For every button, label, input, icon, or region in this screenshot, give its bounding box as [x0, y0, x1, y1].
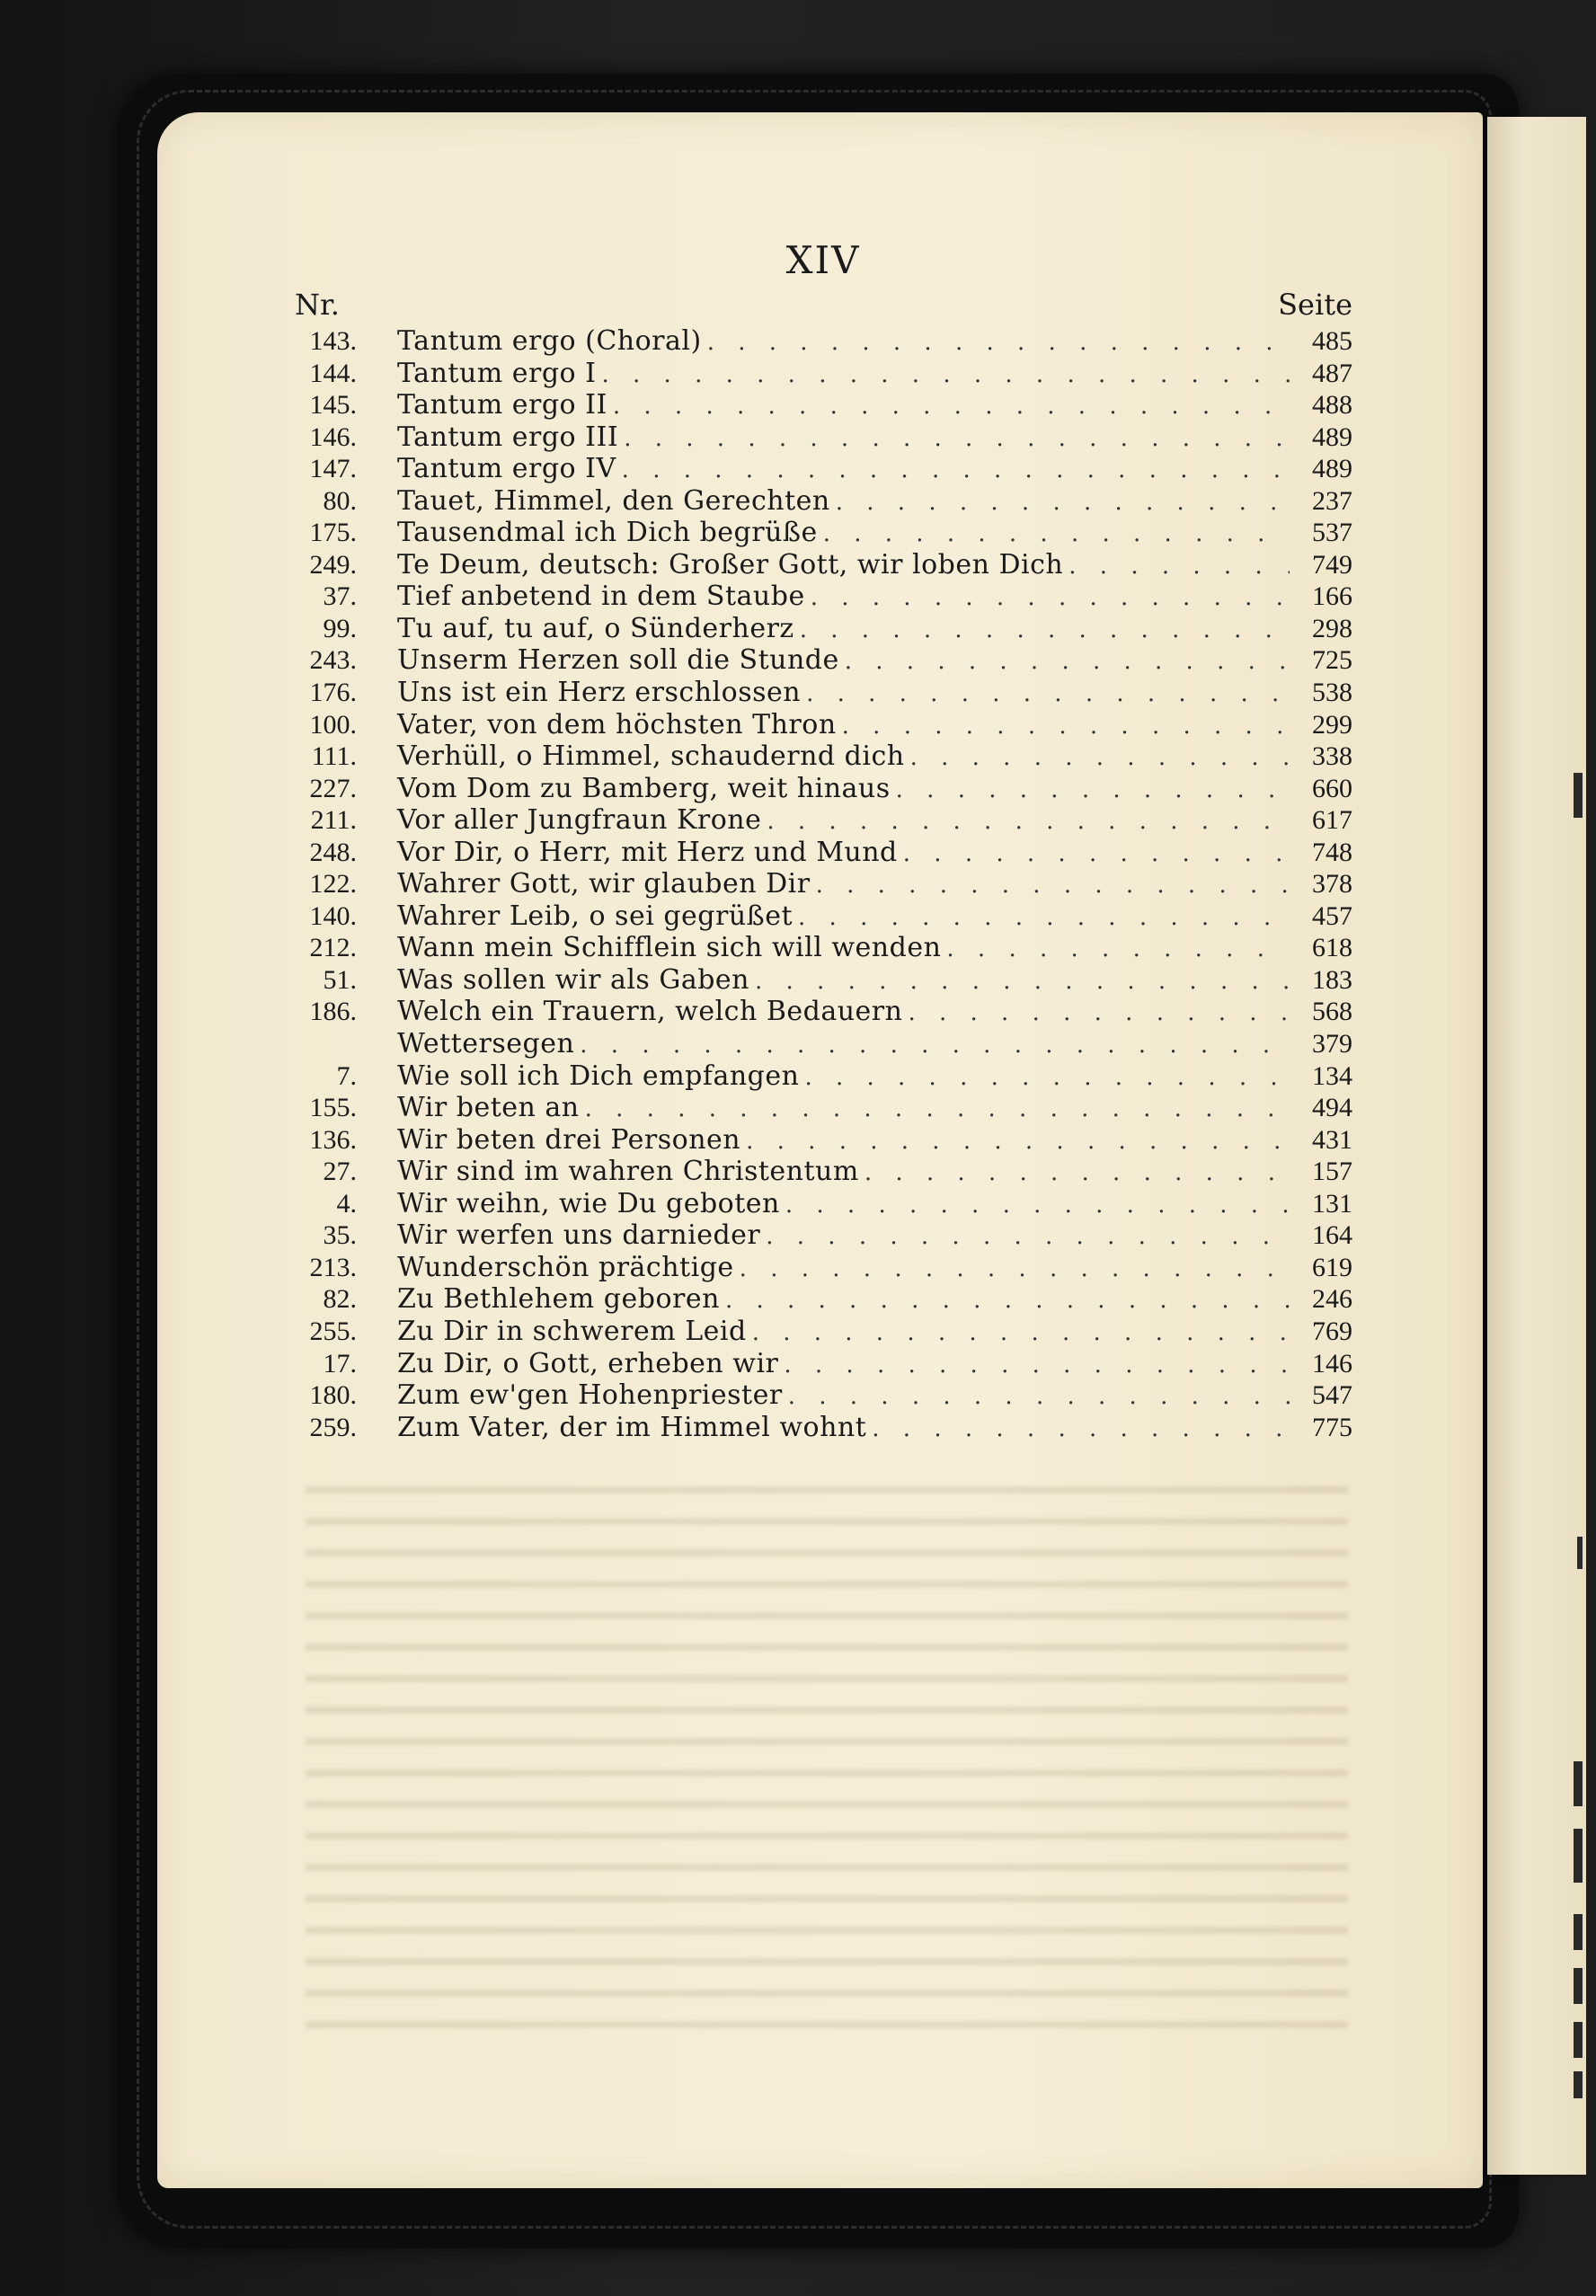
entry-line — [397, 740, 1352, 775]
entry-page: 298 — [1312, 613, 1352, 643]
entry-title: Tief anbetend in dem Staube — [397, 581, 805, 613]
entry-line — [397, 996, 1352, 1030]
index-entry — [297, 358, 1352, 390]
index-entry — [297, 996, 1352, 1028]
entry-title: Vor aller Jungfraun Krone — [397, 804, 762, 837]
entry-number: 259. — [309, 1412, 357, 1442]
entry-number: 213. — [309, 1252, 357, 1282]
entry-title: Wir beten an — [397, 1092, 580, 1124]
entry-title: Zum Vater, der im Himmel wohnt — [397, 1411, 867, 1443]
entry-line — [397, 804, 1352, 838]
entry-line — [397, 1379, 1352, 1414]
entry-title: Tantum ergo III — [397, 421, 619, 453]
entry-page: 547 — [1312, 1380, 1352, 1411]
entry-title: Wir weihn, wie Du geboten — [397, 1187, 780, 1219]
entry-line — [397, 773, 1352, 807]
entry-title: Tu auf, tu auf, o Sünderherz — [397, 612, 794, 644]
entry-number: 146. — [309, 421, 357, 452]
index-entry — [297, 389, 1352, 421]
entry-page: 619 — [1312, 1252, 1352, 1282]
entry-page: 775 — [1312, 1412, 1352, 1442]
entry-title: Uns ist ein Herz erschlossen — [397, 677, 802, 709]
dot-leader — [910, 742, 1290, 775]
index-entry — [297, 804, 1352, 837]
index-entry — [297, 549, 1352, 581]
dot-leader — [806, 678, 1290, 711]
index-entry — [297, 677, 1352, 709]
dot-leader — [872, 1414, 1290, 1446]
index-entry — [297, 1092, 1352, 1124]
entry-line — [397, 613, 1352, 647]
entry-page: 660 — [1312, 773, 1352, 803]
entry-line — [397, 1316, 1352, 1350]
entry-title: Wettersegen — [397, 1028, 575, 1060]
entry-title: Wir beten drei Personen — [397, 1123, 741, 1156]
entry-line — [397, 581, 1352, 615]
dot-leader — [842, 711, 1290, 743]
entry-number: 144. — [309, 358, 357, 388]
entry-number: 143. — [309, 326, 357, 356]
index-entry — [297, 932, 1352, 964]
entry-line — [397, 677, 1352, 711]
dot-leader — [785, 1190, 1290, 1222]
entry-number: 100. — [309, 709, 357, 740]
entry-number: 4. — [336, 1188, 357, 1219]
dot-leader — [622, 455, 1290, 487]
entry-title: Vor Dir, o Herr, mit Herz und Mund — [397, 836, 898, 868]
entry-number: 82. — [323, 1284, 357, 1315]
entry-page: 378 — [1312, 869, 1352, 900]
entry-line — [397, 900, 1352, 935]
adjacent-print-fragment — [1574, 2071, 1583, 2098]
entry-page: 164 — [1312, 1220, 1352, 1251]
entry-number: 99. — [323, 613, 357, 643]
entry-title: Tantum ergo I — [397, 357, 597, 389]
entry-page: 538 — [1312, 678, 1352, 708]
entry-page: 485 — [1312, 326, 1352, 356]
adjacent-print-fragment — [1574, 773, 1583, 818]
entry-number: 51. — [323, 964, 357, 995]
index-entry — [297, 709, 1352, 741]
entry-line — [397, 1188, 1352, 1222]
index-entry — [297, 900, 1352, 933]
adjacent-page-edge — [1487, 117, 1586, 2175]
entry-number: 136. — [309, 1124, 357, 1155]
entry-title: Wir sind im wahren Christentum — [397, 1156, 859, 1188]
index-entries — [297, 325, 1352, 1443]
index-entry — [297, 1219, 1352, 1252]
entry-line — [397, 453, 1352, 487]
entry-line — [397, 485, 1352, 519]
index-entry — [297, 1316, 1352, 1348]
dot-leader — [798, 902, 1290, 935]
index-entry — [297, 1412, 1352, 1444]
index-entry — [297, 1348, 1352, 1380]
entry-number: 140. — [309, 900, 357, 931]
entry-line — [397, 517, 1352, 551]
adjacent-print-fragment — [1574, 1914, 1583, 1950]
entry-title: Tausendmal ich Dich begrüße — [397, 517, 818, 549]
entry-page: 487 — [1312, 358, 1352, 388]
entry-title: Zum ew'gen Hohenpriester — [397, 1379, 783, 1412]
index-entry — [297, 644, 1352, 677]
entry-page: 338 — [1312, 741, 1352, 772]
adjacent-print-fragment — [1577, 1537, 1583, 1569]
index-page-content — [297, 235, 1352, 1443]
index-entry — [297, 1124, 1352, 1157]
entry-page: 157 — [1312, 1157, 1352, 1187]
entry-number: 122. — [309, 869, 357, 900]
entry-line — [397, 1219, 1352, 1254]
index-entry — [297, 1379, 1352, 1412]
index-entry — [297, 1188, 1352, 1220]
dot-leader — [788, 1381, 1290, 1414]
adjacent-print-fragment — [1574, 1968, 1583, 2004]
entry-page: 494 — [1312, 1093, 1352, 1123]
entry-line — [397, 1060, 1352, 1095]
index-entry — [297, 581, 1352, 613]
dot-leader — [836, 487, 1290, 519]
index-entry — [297, 485, 1352, 518]
dot-leader — [707, 327, 1290, 359]
dot-leader — [804, 1062, 1290, 1095]
show-through-text — [306, 1474, 1348, 2031]
dot-leader — [755, 966, 1290, 998]
entry-page: 166 — [1312, 581, 1352, 612]
dot-leader — [752, 1317, 1290, 1350]
index-entry — [297, 613, 1352, 645]
dot-leader — [896, 775, 1290, 807]
entry-title: Wie soll ich Dich empfangen — [397, 1059, 800, 1092]
index-entry — [297, 868, 1352, 900]
column-header — [297, 286, 1352, 325]
entry-page: 299 — [1312, 709, 1352, 740]
index-entry — [297, 421, 1352, 454]
entry-line — [397, 1348, 1352, 1382]
entry-title: Wahrer Leib, o sei gegrüßet — [397, 900, 794, 932]
entry-number: 17. — [323, 1348, 357, 1378]
dot-leader — [784, 1350, 1290, 1382]
dot-leader — [613, 391, 1290, 423]
entry-number: 37. — [323, 581, 357, 612]
index-entry — [297, 1283, 1352, 1316]
entry-line — [397, 1092, 1352, 1126]
dot-leader — [864, 1157, 1290, 1190]
entry-line — [397, 1283, 1352, 1317]
dot-leader — [725, 1285, 1290, 1317]
page-number: XIV — [785, 238, 861, 282]
index-entry — [297, 837, 1352, 869]
entry-page: 489 — [1312, 421, 1352, 452]
dot-leader — [823, 519, 1290, 551]
entry-title: Verhüll, o Himmel, schaudernd dich — [397, 740, 905, 773]
entry-line — [397, 1412, 1352, 1446]
entry-number: 243. — [309, 645, 357, 676]
entry-page: 131 — [1312, 1188, 1352, 1219]
entry-title: Wahrer Gott, wir glauben Dir — [397, 868, 811, 900]
entry-page: 183 — [1312, 964, 1352, 995]
entry-line — [397, 644, 1352, 678]
entry-page: 237 — [1312, 485, 1352, 516]
entry-number: 27. — [323, 1157, 357, 1187]
dot-leader — [946, 934, 1290, 966]
entry-page: 537 — [1312, 518, 1352, 548]
entry-page: 457 — [1312, 900, 1352, 931]
entry-number: 248. — [309, 837, 357, 867]
entry-title: Was sollen wir als Gaben — [397, 963, 749, 996]
entry-number: 35. — [323, 1220, 357, 1251]
entry-number: 227. — [309, 773, 357, 803]
entry-page: 379 — [1312, 1029, 1352, 1059]
entry-number: 211. — [310, 805, 357, 836]
entry-page: 246 — [1312, 1284, 1352, 1315]
entry-line — [397, 868, 1352, 902]
entry-number: 255. — [309, 1316, 357, 1346]
dot-leader — [845, 646, 1290, 678]
entry-title: Tantum ergo (Choral) — [397, 325, 702, 357]
entry-title: Te Deum, deutsch: Großer Gott, wir loben Dich — [397, 548, 1064, 581]
entry-title: Vater, von dem höchsten Thron — [397, 708, 837, 740]
index-entry — [297, 325, 1352, 358]
entry-number: 155. — [309, 1093, 357, 1123]
entry-line — [397, 1124, 1352, 1158]
entry-line — [397, 1156, 1352, 1190]
entry-number: 212. — [309, 933, 357, 963]
entry-page: 749 — [1312, 549, 1352, 580]
entry-title: Zu Bethlehem geboren — [397, 1283, 720, 1316]
entry-title: Tantum ergo IV — [397, 453, 616, 485]
entry-page: 769 — [1312, 1316, 1352, 1346]
adjacent-print-fragment — [1574, 2022, 1583, 2058]
entry-line — [397, 421, 1352, 456]
entry-number: 7. — [336, 1060, 357, 1091]
dot-leader — [746, 1126, 1290, 1158]
entry-page: 134 — [1312, 1060, 1352, 1091]
dot-leader — [903, 838, 1290, 871]
entry-number: 147. — [309, 454, 357, 484]
seite-column-label: Seite — [1278, 288, 1352, 322]
entry-number: 145. — [309, 390, 357, 421]
entry-page: 488 — [1312, 390, 1352, 421]
entry-title: Unserm Herzen soll die Stunde — [397, 644, 839, 677]
index-entry — [297, 1060, 1352, 1093]
entry-title: Tantum ergo II — [397, 389, 607, 421]
entry-number: 249. — [309, 549, 357, 580]
dot-leader — [624, 423, 1290, 456]
entry-title: Wir werfen uns darnieder — [397, 1219, 761, 1252]
entry-line — [397, 1252, 1352, 1286]
entry-number: 176. — [309, 678, 357, 708]
entry-title: Vom Dom zu Bamberg, weit hinaus — [397, 772, 891, 804]
entry-page: 725 — [1312, 645, 1352, 676]
index-entry — [297, 1028, 1352, 1060]
dot-leader — [580, 1030, 1290, 1062]
index-entry — [297, 964, 1352, 997]
dot-leader — [602, 359, 1290, 392]
entry-line — [397, 358, 1352, 392]
entry-title: Wann mein Schifflein sich will wenden — [397, 932, 942, 964]
dot-leader — [766, 1221, 1290, 1254]
adjacent-print-fragment — [1574, 1829, 1583, 1883]
entry-title: Tauet, Himmel, den Gerechten — [397, 484, 830, 517]
dot-leader — [816, 870, 1290, 902]
entry-page: 617 — [1312, 805, 1352, 836]
entry-page: 618 — [1312, 933, 1352, 963]
index-entry — [297, 1156, 1352, 1188]
entry-line — [397, 709, 1352, 743]
entry-number: 111. — [311, 741, 357, 772]
index-entry — [297, 453, 1352, 485]
dot-leader — [811, 582, 1290, 615]
entry-line — [397, 837, 1352, 871]
entry-title: Zu Dir, o Gott, erheben wir — [397, 1347, 779, 1379]
entry-title: Zu Dir in schwerem Leid — [397, 1315, 747, 1347]
nr-column-label: Nr. — [295, 288, 340, 322]
entry-page: 431 — [1312, 1124, 1352, 1155]
entry-line — [397, 325, 1352, 359]
entry-line — [397, 964, 1352, 998]
entry-page: 568 — [1312, 997, 1352, 1027]
dot-leader — [767, 806, 1290, 838]
entry-line — [397, 549, 1352, 583]
dot-leader — [1068, 551, 1290, 583]
entry-line — [397, 389, 1352, 423]
entry-page: 748 — [1312, 837, 1352, 867]
index-entry — [297, 517, 1352, 549]
entry-number: 80. — [323, 485, 357, 516]
entry-title: Welch ein Trauern, welch Bedauern — [397, 996, 903, 1028]
dot-leader — [585, 1094, 1290, 1126]
dot-leader — [908, 997, 1290, 1030]
entry-line — [397, 932, 1352, 966]
entry-number: 186. — [309, 997, 357, 1027]
index-entry — [297, 773, 1352, 805]
entry-page: 146 — [1312, 1348, 1352, 1378]
entry-page: 489 — [1312, 454, 1352, 484]
index-entry — [297, 1252, 1352, 1284]
dot-leader — [740, 1254, 1290, 1286]
index-entry — [297, 740, 1352, 773]
entry-line — [397, 1028, 1352, 1062]
entry-number: 180. — [309, 1380, 357, 1411]
adjacent-print-fragment — [1574, 1761, 1583, 1806]
entry-number: 175. — [309, 518, 357, 548]
dot-leader — [800, 615, 1290, 647]
entry-title: Wunderschön prächtige — [397, 1251, 734, 1283]
